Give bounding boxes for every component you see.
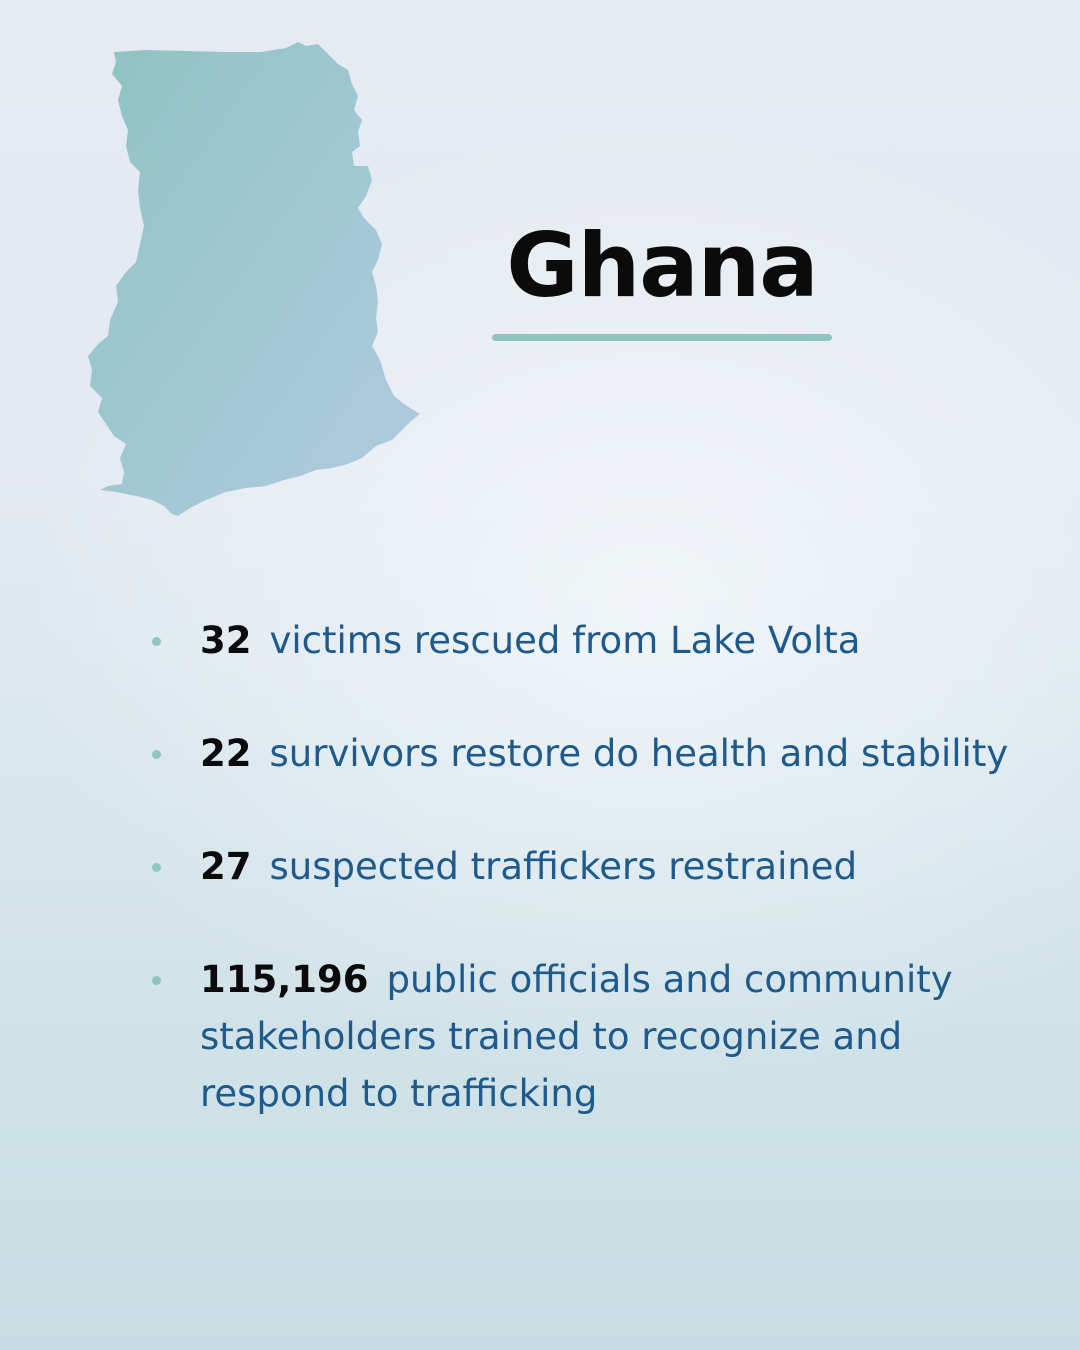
list-item [148, 951, 1028, 1122]
bullet-icon [152, 863, 161, 872]
stat-number: 22 [200, 732, 252, 775]
stat-text: survivors restore do health and stability [269, 732, 1009, 775]
list-item [148, 838, 1028, 895]
bullet-icon [152, 750, 161, 759]
list-item [148, 725, 1028, 782]
bullet-icon [152, 976, 161, 985]
bullet-icon [152, 637, 161, 646]
stat-text: suspected traffickers restrained [269, 845, 858, 888]
list-item [148, 612, 1028, 669]
page-title: Ghana [506, 214, 818, 317]
stats-list [148, 612, 1028, 1122]
stat-number: 27 [200, 845, 252, 888]
ghana-map-icon [86, 40, 426, 520]
stat-text: public officials and community stakeholders trained to recognize and respond to trafficking [200, 958, 953, 1115]
stat-number: 32 [200, 619, 252, 662]
stat-number: 115,196 [200, 958, 369, 1001]
title-underline [492, 334, 832, 341]
stat-text: victims rescued from Lake Volta [269, 619, 861, 662]
